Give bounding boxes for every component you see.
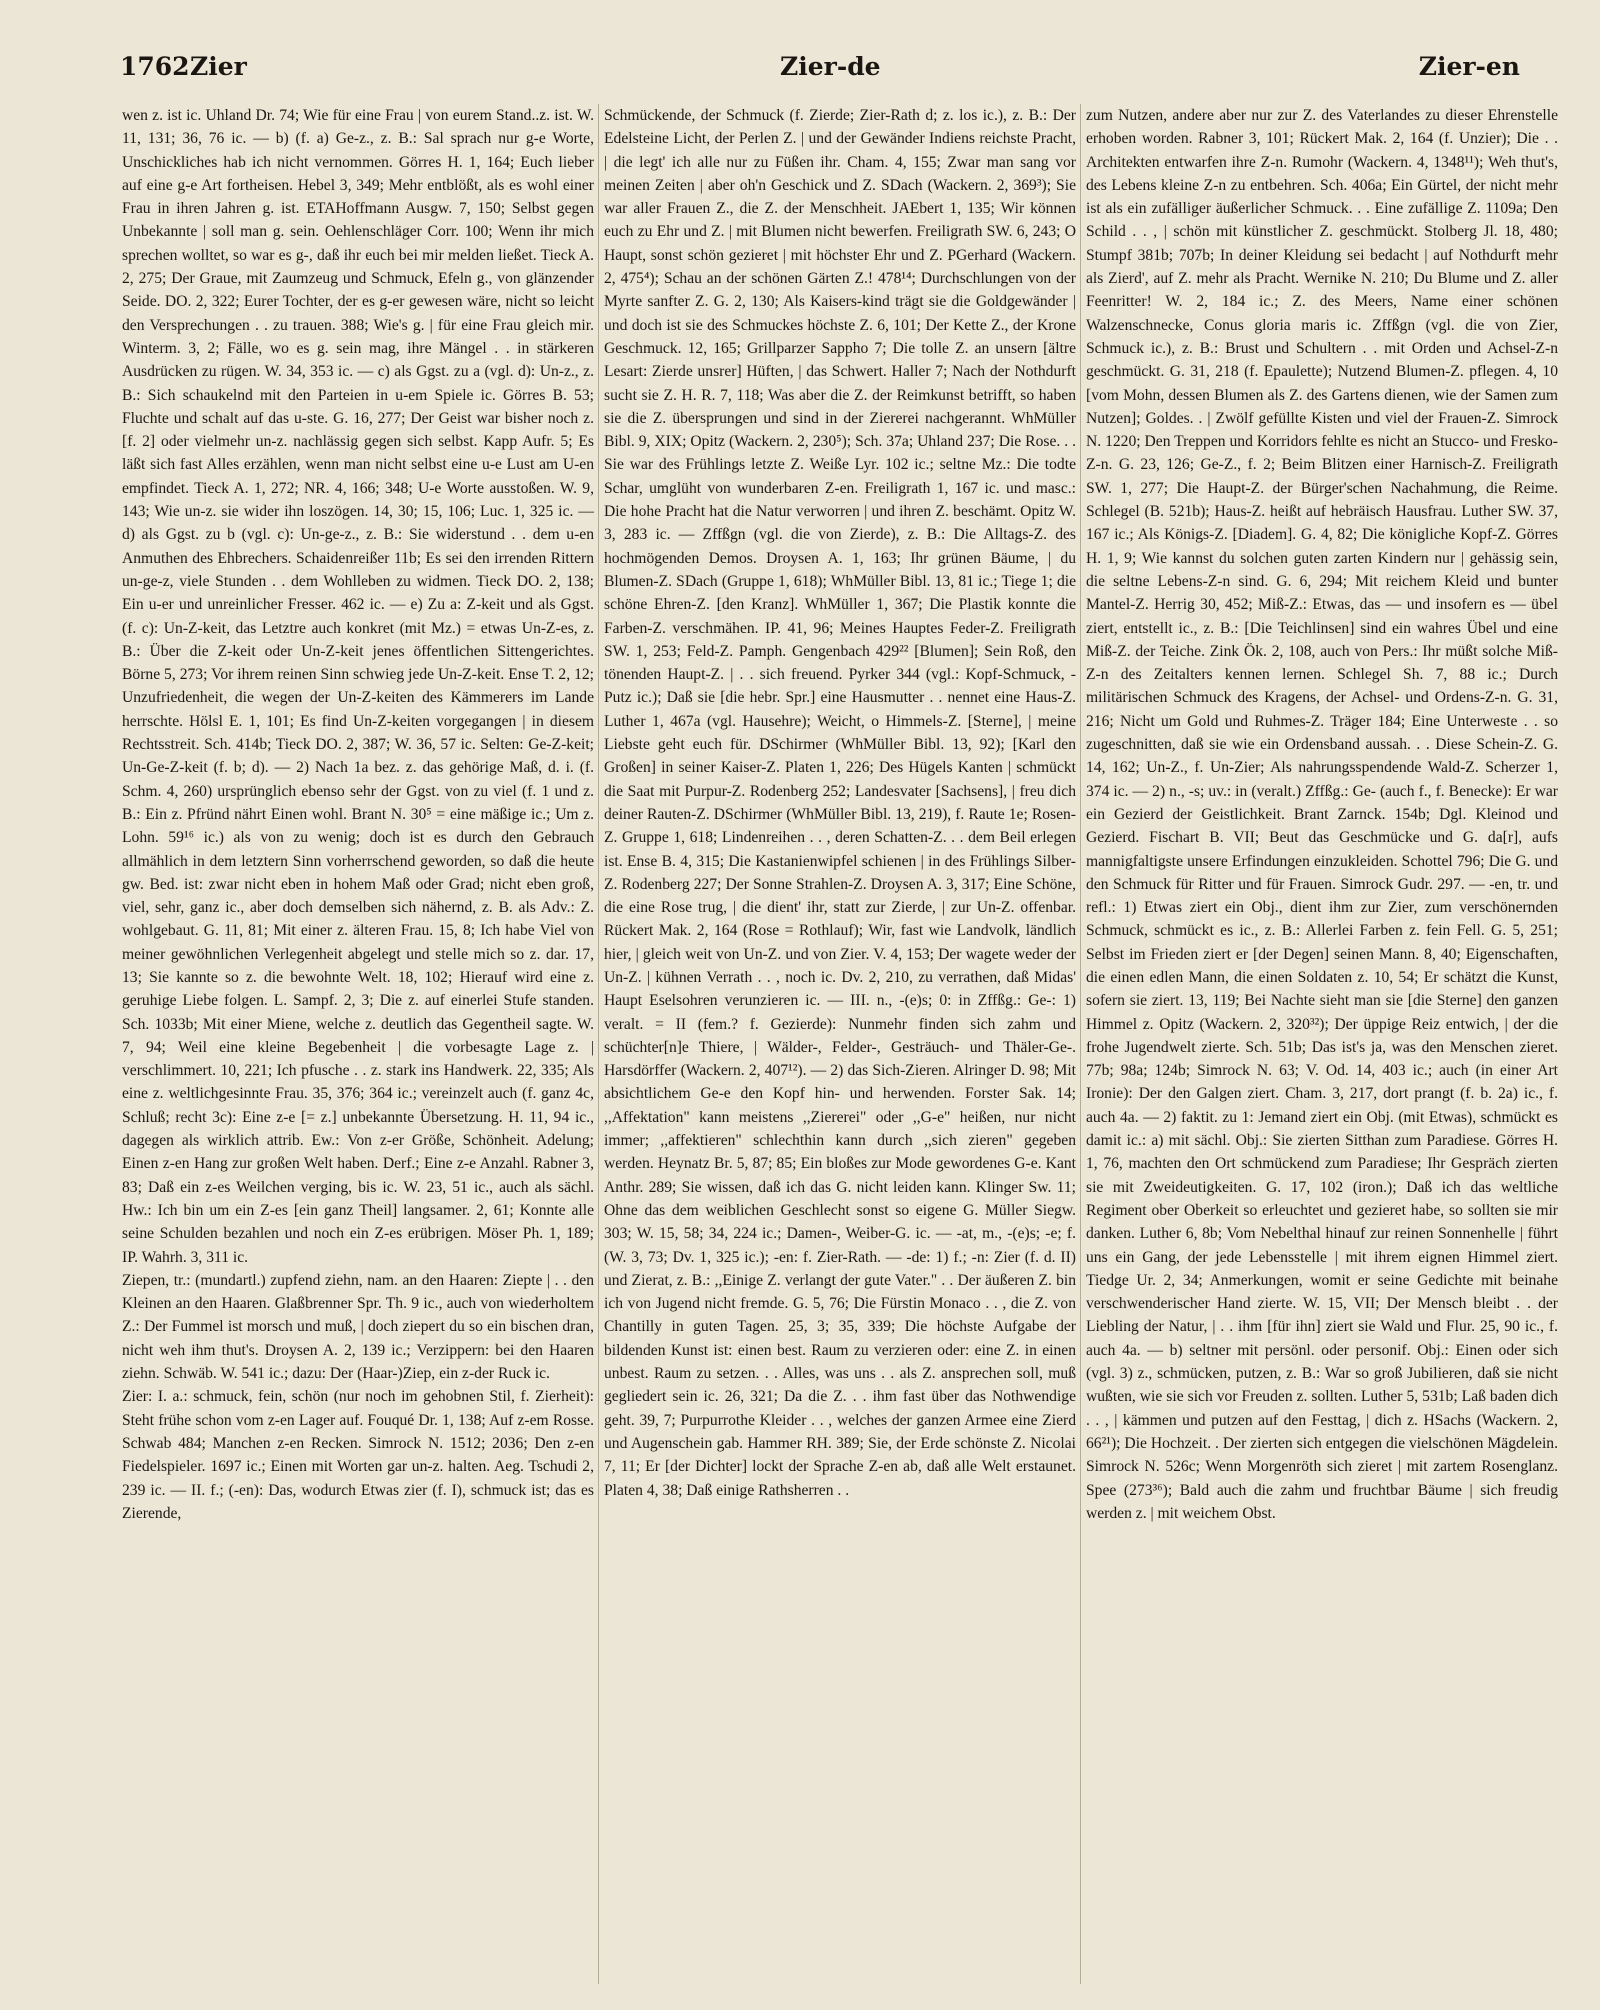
running-head-left: Zier bbox=[190, 52, 247, 81]
running-head-right: Zier-en bbox=[1418, 52, 1520, 81]
page-number: 1762 bbox=[120, 52, 190, 81]
running-head-center: Zier-de bbox=[780, 52, 881, 81]
column-1 bbox=[122, 104, 594, 1994]
text-columns bbox=[122, 104, 1558, 1994]
entry-ziepen: Ziepen, tr.: (mundartl.) zupfend ziehn, nam. an den Haaren: Ziepte | . . den Kleinen an den Haaren. Glaßbrenner Spr. Th. 9 ic., auch von wiederholtem Z.: Der Fummel ist morsch und muß, | doch ziepert du so ein bischen dran, nicht weh ihm thut's. Droysen A. 2, 139 ic.; Verzippern: bei den Haaren ziehn. Schwäb. W. 541 ic.; dazu: Der (Haar-)Ziep, ein z-der Ruck ic. bbox=[122, 1271, 594, 1383]
entry-paragraph: Schmückende, der Schmuck (f. Zierde; Zier-Rath d; z. los ic.), z. B.: Der Edelsteine Licht, der Perlen Z. | und der Gewänder Indiens reichste Pracht, | die legt' ich alle nur zu Füßen ihr. Cham. 4, 155; Zwar man sang vor meinen Zeiten | aber oh'n Geschick und Z. SDach (Wackern. 2, 369³); Sie war aller Frauen Z., die Z. der Menschheit. JAEbert 1, 135; Wir können euch zu Ehr und Z. | mit Blumen nicht bewerfen. Freiligrath SW. 6, 243; O Haupt, sonst schön gezieret | mit höchster Ehr und Z. PGerhard (Wackern. 2, 475⁴); Schau an der schönen Gärten Z.! 478¹⁴; Durchschlungen von der Myrte sanfter Z. G. 2, 130; Als Kaisers-kind trägt sie die Goldgewänder | und doch ist sie des Schmuckes höchste Z. 6, 101; Der Kette Z., der Krone Geschmuck. 12, 165; Grillparzer Sappho 7; Die tolle Z. an unsern [ältre Lesart: Zierde unsrer] Hüften, | das Schwert. Haller 7; Nach der Nothdurft sucht sie Z. H. R. 7, 118; Was aber die Z. der Reimkunst betrifft, so haben sie die Z. übersprungen und sind in der Ziererei nachgerannt. WhMüller Bibl. 9, XIX; Opitz (Wackern. 2, 230⁵); Sch. 37a; Uhland 237; Die Rose. . . Sie war des Frühlings letzte Z. Weiße Lyr. 102 ic.; seltne Mz.: Die todte Schar, umglüht von wunderbaren Z-en. Freiligrath 1, 167 ic. und masc.: Die hohe Pracht hat die Natur verworren | und ihren Z. beschämt. Opitz W. 3, 283 ic. — Zffßgn (vgl. die von Zierde), z. B.: Die Alltags-Z. des hochmögenden Demos. Droysen A. 1, 163; Ihr grünen Bäume, | du Blumen-Z. SDach (Gruppe 1, 618); WhMüller Bibl. 13, 81 ic.; Tiege 1; die schöne Ehren-Z. [den Kranz]. WhMüller 1, 367; Die Plastik konnte die Farben-Z. verschmähen. IP. 41, 96; Meines Hauptes Feder-Z. Freiligrath SW. 1, 253; Feld-Z. Pamph. Gengenbach 429²² [Blumen]; Sein Roß, den tönenden Haupt-Z. | . . sich freuend. Pyrker 344 (vgl.: Kopf-Schmuck, -Putz ic.); Daß sie [die hebr. Spr.] eine Hausmutter . . nennet eine Haus-Z. Luther 1, 467a (vgl. Hausehre); Weicht, o Himmels-Z. [Sterne], | meine Liebste geht euch für. DSchirmer (WhMüller Bibl. 13, 92); [Karl den Großen] in seiner Kaiser-Z. Platen 1, 226; Des Hügels Kanten | schmückt die Saat mit Purpur-Z. Rodenberg 252; Landesvater [Sachsens], | freu dich deiner Rauten-Z. DSchirmer (WhMüller Bibl. 13, 219), f. Raute 1e; Rosen-Z. Gruppe 1, 618; Lindenreihen . . , deren Schatten-Z. . . dem Beil erlegen ist. Ense B. 4, 315; Die Kastanienwipfel schienen | in des Frühlings Silber-Z. Rodenberg 227; Der Sonne Strahlen-Z. Droysen A. 3, 317; Eine Schöne, die eine Rose trug, | die dient' ihr, statt zur Zierde, | zur Un-Z. offenbar. Rückert Mak. 2, 164 (Rose = Rothlauf); Wir, fast wie Landvolk, ländlich hier, | gleich weit von Un-Z. und von Zier. V. 4, 153; Der wagete weder der Un-Z. | kühnen Verrath . . , noch ic. Dv. 2, 210, zu verrathen, daß Midas' Haupt Eselsohren verunzieren ic. — III. n., -(e)s; 0: in Zffßg.: Ge-: 1) veralt. = II (fem.? f. Gezierde): Nunmehr finden sich zahm und schüchter[n]e Thiere, | Wälder-, Felder-, Gesträuch- und Thäler-Ge-. Harsdörffer (Wackern. 2, 407¹²). — 2) das Sich-Zieren. Alringer D. 98; Mit absichtlichem Ge-e den Kopf hin- und herwenden. Forster Sak. 14; ,,Affektation" kann meistens ,,Ziererei" oder ,,G-e" heißen, nur nicht immer; ,,affektieren" schlechthin kann durch ,,sich zieren" gegeben werden. Heynatz Br. 5, 87; 85; Ein bloßes zur Mode gewordenes G-e. Kant Anthr. 289; Sie wissen, daß ich das G. nicht leiden kann. Klinger Sw. 11; Ohne das dem weiblichen Geschlecht sonst so eigene G. Müller Siegw. 303; W. 15, 58; 34, 224 ic.; Damen-, Weiber-G. ic. — -at, m., -(e)s; -e; f. (W. 3, 73; Dv. 1, 325 ic.); -en: f. Zier-Rath. — -de: 1) f.; -n: Zier (f. d. II) und Zierat, z. B.: ,,Einige Z. verlangt der gute Vater." . . Der äußeren Z. bin ich von Jugend nicht fremde. G. 5, 76; Die Fürstin Monaco . . , die Z. von Chantilly in guten Tagen. 25, 3; 35, 339; Die höchste Aufgabe der bildenden Kunst ist: einen best. Raum zu verzieren oder: eine Z. in einen unbest. Raum zu setzen. . . Alles, was uns . . als Z. ansprechen soll, muß gegliedert sein ic. 26, 321; Da die Z. . . ihm fast über das Nothwendige geht. 39, 7; Purpurrothe Kleider . . , welches der ganzen Armee eine Zierd und Augenschein gab. Hammer RH. 389; Sie, der Erde schönste Z. Nicolai 7, 11; Er [der Dichter] lockt der Sprache Z-en ab, daß alle Welt erstaunet. Platen 4, 38; Daß einige Rathsherren . . bbox=[604, 107, 1076, 1499]
column-3 bbox=[1086, 104, 1558, 1994]
column-2 bbox=[604, 104, 1076, 1994]
entry-paragraph: wen z. ist ic. Uhland Dr. 74; Wie für eine Frau | von eurem Stand..z. ist. W. 11, 131; 36, 76 ic. — b) (f. a) Ge-z., z. B.: Sal sprach nur g-e Worte, Unschickliches hab ich nicht vernommen. Görres H. 1, 164; Euch lieber auf eine g-e Art fortheisen. Hebel 3, 349; Mehr entblößt, als es wohl einer Frau in ihren Jahren g. ist. ETAHoffmann Ausgw. 7, 150; Selbst gegen Unbekannte | soll man g. sein. Oehlenschläger Corr. 100; Wenn ihr mich sprechen wolltet, so war es g-, daß ihr euch bei mir melden ließet. Tieck A. 2, 275; Der Graue, mit Zaumzeug und Schmuck, Efeln g., von glänzender Seide. DO. 2, 322; Eurer Tochter, der es g-er gewesen wäre, nicht so leicht den Versprechungen . . zu trauen. 388; Wie's g. | für eine Frau gleich mir. Winterm. 3, 2; Fälle, wo es g. sein mag, ihre Mängel . . in stärkeren Ausdrücken zu rügen. W. 34, 353 ic. — c) als Ggst. zu a (vgl. d): Un-z., z. B.: Sich schaukelnd mit den Parteien in u-em Spiele ic. Görres B. 53; Fluchte und schalt auf das u-ste. G. 16, 277; Der Geist war bisher noch z. [f. 2] oder vielmehr un-z. nachlässig gegen sich selbst. Kapp Aufr. 5; Es läßt sich fast Alles erzählen, wenn man nicht selbst eine u-e Lust am U-en empfindet. Tieck A. 1, 272; NR. 4, 166; 348; U-e Worte ausstoßen. W. 9, 143; Wie un-z. sie wider ihn loszögen. 14, 30; 15, 106; Luc. 1, 325 ic. — d) als Ggst. zu b (vgl. c): Un-ge-z., z. B.: Sie widerstund . . dem u-en Anmuthen des Ehbrechers. Schaidenreißer 11b; Es sei den irrenden Rittern un-ge-z, viele Stunden . . dem Wohlleben zu widmen. Tieck DO. 2, 138; Ein u-er und unreinlicher Fresser. 462 ic. — e) Zu a: Z-keit und als Ggst. (f. c): Un-Z-keit, das Letztre auch konkret (mit Mz.) = etwas Un-Z-es, z. B.: Über die Z-keit oder Un-Z-keit jenes öffentlichen Sittengerichtes. Börne 5, 273; Vor ihrem reinen Sinn schwieg jede Un-Z-keit. Ense T. 2, 12; Unzufriedenheit, die wegen der Un-Z-keiten des Kämmerers im Lande herrschte. Hölsl E. 1, 101; Es find Un-Z-keiten vorgegangen | in diesem Rechtsstreit. Sch. 414b; Tieck DO. 2, 387; W. 36, 57 ic. Selten: Ge-Z-keit; Un-Ge-Z-keit (f. b; d). — 2) Nach 1a bez. z. das gehörige Maß, d. i. (f. Schm. 4, 260) ursprünglich ebenso sehr der Ggst. von zu viel (f. 1 und z. B.: Ein z. Pfründ nährt Einen wohl. Brant N. 30⁵ = eine mäßige ic.; Um z. Lohn. 59¹⁶ ic.) als von zu wenig; doch ist es durch den Gebrauch allmählich in dem letztern Sinn vorherrschend geworden, so daß die heute gw. Bed. ist: zwar nicht eben in hohem Maß oder Grad; nicht eben groß, viel, sehr, ganz ic., aber doch demselben sich nähernd, z. B. als Adv.: Z. wohlgebaut. G. 11, 81; Mit einer z. älteren Frau. 15, 8; Ich habe Viel von meiner gewöhnlichen Verlegenheit abgelegt und stelle mich so z. dar. 17, 13; Sie kannte so z. die bewohnte Welt. 18, 102; Hierauf wird eine z. geruhige Liebe folgen. L. Sampf. 2, 3; Die z. auf einerlei Stufe standen. Sch. 1033b; Mit einer Miene, welche z. deutlich das Gegentheil sagte. W. 7, 94; Weil eine kleine Begebenheit | die vorbesagte Lage z. | verschlimmert. 10, 221; Ich pfusche . . z. stark ins Handwerk. 22, 335; Als eine z. weltlichgesinnte Frau. 35, 376; 364 ic.; vereinzelt auch (f. ganz 4c, Schluß; recht 3c): Eine z-e [= z.] unbekannte Übersetzung. H. 11, 94 ic., dagegen als wirklich attrib. Ew.: Von z-er Größe, Schönheit. Adelung; Einen z-en Hang zur großen Welt haben. Derf.; Eine z-e Anzahl. Rabner 3, 83; Daß ein z-es Weilchen verging, bis ic. W. 23, 51 ic., auch als sächl. Hw.: Ich bin um ein Z-es [ein ganz Theil] langsamer. 2, 61; Konnte alle seine Schulden bezahlen und noch ein Z-es erübrigen. Möser Ph. 1, 189; IP. Wahrh. 3, 311 ic. bbox=[122, 107, 594, 1266]
entry-zier: Zier: I. a.: schmuck, fein, schön (nur noch im gehobnen Stil, f. Zierheit): Steht frühe schon vom z-en Lager auf. Fouqué Dr. 1, 138; Auf z-em Rosse. Schwab 484; Manchen z-en Recken. Simrock N. 1512; 2036; Den z-en Fiedelspieler. 1697 ic.; Einen mit Worten gar un-z. halten. Aeg. Tschudi 2, 239 ic. — II. f.; (-en): Das, wodurch Etwas zier (f. I), schmuck ist; das es Zierende, bbox=[122, 1388, 594, 1522]
entry-paragraph: zum Nutzen, andere aber nur zur Z. des Vaterlandes zu dieser Ehrenstelle erhoben worden. Rabner 3, 101; Rückert Mak. 2, 164 (f. Unzier); Die . . Architekten entwarfen ihre Z-n. Rumohr (Wackern. 4, 1348¹¹); Weh thut's, des Lebens kleine Z-n zu entbehren. Sch. 406a; Ein Gürtel, der nicht mehr ist als ein zufälliger äußerlicher Schmuck. . . Eine zufällige Z. 1109a; Den Schild . . , | schön mit künstlicher Z. geschmückt. Stolberg Jl. 18, 480; Stumpf 381b; 707b; In deiner Kleidung sei bedacht | auf Nothdurft mehr als Zierd', auf Z. mehr als Pracht. Wernike N. 210; Du Blume und Z. aller Feenritter! W. 2, 184 ic.; Z. des Meers, Name einer schönen Walzenschnecke, Conus gloria maris ic. Zffßgn (vgl. die von Zier, Schmuck ic.), z. B.: Brust und Schultern . . mit Orden und Achsel-Z-n geschmückt. G. 31, 218 (f. Epaulette); Nutzend Blumen-Z. pflegen. 4, 10 [vom Mohn, dessen Blumen als Z. des Gartens dienen, wie der Samen zum Nutzen]; Goldes. . | Zwölf gefüllte Kisten und viel der Frauen-Z. Simrock N. 1220; Den Treppen und Korridors fehlte es nicht an Stucco- und Fresko-Z-n. G. 23, 126; Ge-Z., f. 2; Beim Blitzen einer Harnisch-Z. Freiligrath SW. 1, 277; Die Haupt-Z. der Bürger'schen Nachahmung, die Reime. Schlegel (B. 521b); Haus-Z. heißt auf hebräisch Hausfrau. Luther SW. 37, 167 ic.; Als Königs-Z. [Diadem]. G. 4, 82; Die königliche Kopf-Z. Görres H. 1, 9; Wie kannst du solchen guten zarten Kindern nur | gehässig sein, die seltne Lebens-Z-n sind. G. 6, 294; Mit reichem Kleid und bunter Mantel-Z. Herrig 30, 452; Miß-Z.: Etwas, das — und insofern es — übel ziert, entstellt ic., z. B.: [Die Teichlinsen] sind ein wahres Übel und eine Miß-Z. der Teiche. Zink Ök. 2, 108, auch von Pers.: Ihr müßt solche Miß-Z-n des Zeitalters kennen lernen. Schlegel Sh. 7, 88 ic.; Durch militärischen Schmuck des Kragens, der Achsel- und Ordens-Z-n. G. 31, 216; Nicht um Gold und Ruhmes-Z. Träger 184; Eine Unterweste . . so zugeschnitten, daß sie wie ein Ordensband aussah. . . Diese Schein-Z. G. 14, 162; Un-Z., f. Un-Zier; Als nahrungsspendende Wald-Z. Scherzer 1, 374 ic. — 2) n., -s; uv.: in (veralt.) Zffßg.: Ge- (auch f., f. Benecke): Er war ein Gezierd der Geistlichkeit. Brant Zarnck. 154b; Dgl. Kleinod und Gezierd. Fischart B. VII; Beut das Geschmücke und G. da[r], aufs mannigfaltigste unsere Erfindungen einzukleiden. Schottel 796; Die G. und den Schmuck für Ritter und für Frauen. Simrock Gudr. 297. — -en, tr. und refl.: 1) Etwas ziert ein Obj., dient ihm zur Zier, zum verschönernden Schmuck, schmückt es ic., z. B.: Allerlei Farben z. fein Fell. G. 5, 251; Selbst im Frieden ziert er [der Degen] seinen Mann. 8, 40; Eigenschaften, die einen edlen Mann, die einen Soldaten z. 10, 54; Er schätzt die Kunst, sofern sie ziert. 13, 119; Bei Nachte sieht man sie [die Sterne] den ganzen Himmel z. Opitz (Wackern. 2, 320³²); Der üppige Reiz entwich, | der die frohe Jugendwelt zierte. Sch. 51b; Das ist's ja, was den Menschen zieret. 77b; 98a; 124b; Simrock N. 63; V. Od. 14, 403 ic.; auch (in einer Art Ironie): Der den Galgen ziert. Cham. 3, 217, dort prangt (f. b. 2a) ic., f. auch 4a. — 2) faktit. zu 1: Jemand ziert ein Obj. (mit Etwas), schmückt es damit ic.: a) mit sächl. Obj.: Sie zierten Sitthan zum Paradiese. Görres H. 1, 76, machten den Ort schmückend zum Paradiese; Ihr Gespräch zierten sie mit Zweideutigkeiten. G. 17, 102 (iron.); Daß ich das weltliche Regiment ober Oberkeit so erleuchtet und gezieret habe, so sollten sie mir danken. Luther 6, 8b; Vom Nebelthal hinauf zur reinen Sonnenhelle | führt uns ein Gang, der jede Lebensstelle | mit ihrem eignen Himmel ziert. Tiedge Ur. 2, 34; Anmerkungen, womit er seine Gedichte mit beinahe verschwenderischer Hand zierte. W. 15, VII; Der Mensch bleibt . . der Liebling der Natur, | . . ihm [für ihn] ziert sie Wald und Flur. 25, 90 ic., f. auch 4a. — b) seltner mit persönl. oder personif. Obj.: Einen oder sich (vgl. 3) z., schmücken, putzen, z. B.: War so groß Jubilieren, daß sie nicht wußten, wie sie sich vor Freuden z. sollten. Luther 5, 531b; Laß baden dich . . , | kämmen und putzen auf den Festtag, | dich z. HSachs (Wackern. 2, 66²¹); Die Hochzeit. . Der zierten sich entgegen die vielschönen Mägdelein. Simrock N. 526c; Wenn Morgenröth sich zieret | mit zartem Rosenglanz. Spee (273³⁶); Bald auch die zahm und fruchtbar Bäume | sich freudig werden z. | mit weichem Obst. bbox=[1086, 107, 1558, 1522]
page-header bbox=[120, 52, 1560, 92]
